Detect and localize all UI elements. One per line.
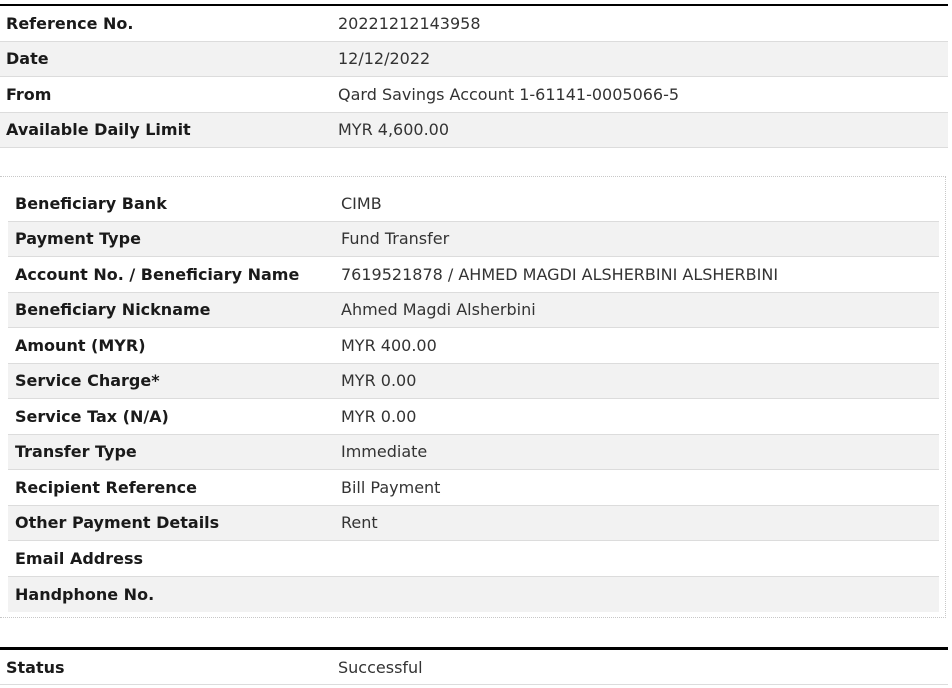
detail-row-beneficiary-nickname [8, 293, 939, 329]
detail-row-beneficiary-bank [8, 186, 939, 222]
status-row [0, 650, 948, 685]
detail-row-handphone-no [8, 577, 939, 613]
summary-value: MYR 4,600.00 [338, 120, 450, 140]
detail-label: Account No. / Beneficiary Name [15, 264, 300, 284]
detail-label: Amount (MYR) [15, 335, 146, 355]
detail-value: Fund Transfer [341, 229, 450, 249]
summary-value: 20221212143958 [338, 13, 481, 33]
detail-label: Email Address [15, 548, 144, 568]
detail-row-service-tax [8, 399, 939, 435]
beneficiary-details-section [0, 176, 946, 618]
detail-value: MYR 0.00 [341, 371, 417, 391]
summary-row-date [0, 42, 948, 78]
summary-label: Available Daily Limit [6, 120, 191, 140]
detail-row-email-address [8, 541, 939, 577]
detail-row-payment-type [8, 222, 939, 258]
detail-label: Service Charge* [15, 371, 160, 391]
status-table [0, 647, 948, 685]
beneficiary-details-table [8, 186, 939, 612]
detail-label: Other Payment Details [15, 513, 220, 533]
summary-value: 12/12/2022 [338, 49, 431, 69]
detail-label: Beneficiary Bank [15, 193, 167, 213]
detail-label: Payment Type [15, 229, 141, 249]
summary-row-available-daily-limit [0, 113, 948, 149]
detail-value: Bill Payment [341, 477, 441, 497]
detail-value: 7619521878 / AHMED MAGDI ALSHERBINI ALSHERBINI [341, 264, 779, 284]
detail-value: MYR 400.00 [341, 335, 437, 355]
detail-value: MYR 0.00 [341, 406, 417, 426]
detail-row-account-beneficiary-name [8, 257, 939, 293]
status-value: Successful [338, 657, 423, 677]
summary-row-reference-no [0, 6, 948, 42]
detail-label: Service Tax (N/A) [15, 406, 169, 426]
detail-value: Immediate [341, 442, 428, 462]
summary-row-from [0, 77, 948, 113]
transaction-summary-table [0, 4, 948, 148]
detail-row-amount [8, 328, 939, 364]
summary-value: Qard Savings Account 1-61141-0005066-5 [338, 84, 680, 104]
detail-row-service-charge [8, 364, 939, 400]
detail-row-other-payment-details [8, 506, 939, 542]
detail-row-transfer-type [8, 435, 939, 471]
summary-label: Reference No. [6, 13, 134, 33]
detail-value: Ahmed Magdi Alsherbini [341, 300, 536, 320]
detail-value: CIMB [341, 193, 382, 213]
detail-value: Rent [341, 513, 378, 533]
detail-row-recipient-reference [8, 470, 939, 506]
detail-label: Recipient Reference [15, 477, 197, 497]
detail-label: Beneficiary Nickname [15, 300, 211, 320]
summary-label: Date [6, 49, 49, 69]
detail-label: Transfer Type [15, 442, 137, 462]
detail-label: Handphone No. [15, 584, 155, 604]
summary-label: From [6, 84, 52, 104]
status-label: Status [6, 657, 65, 677]
